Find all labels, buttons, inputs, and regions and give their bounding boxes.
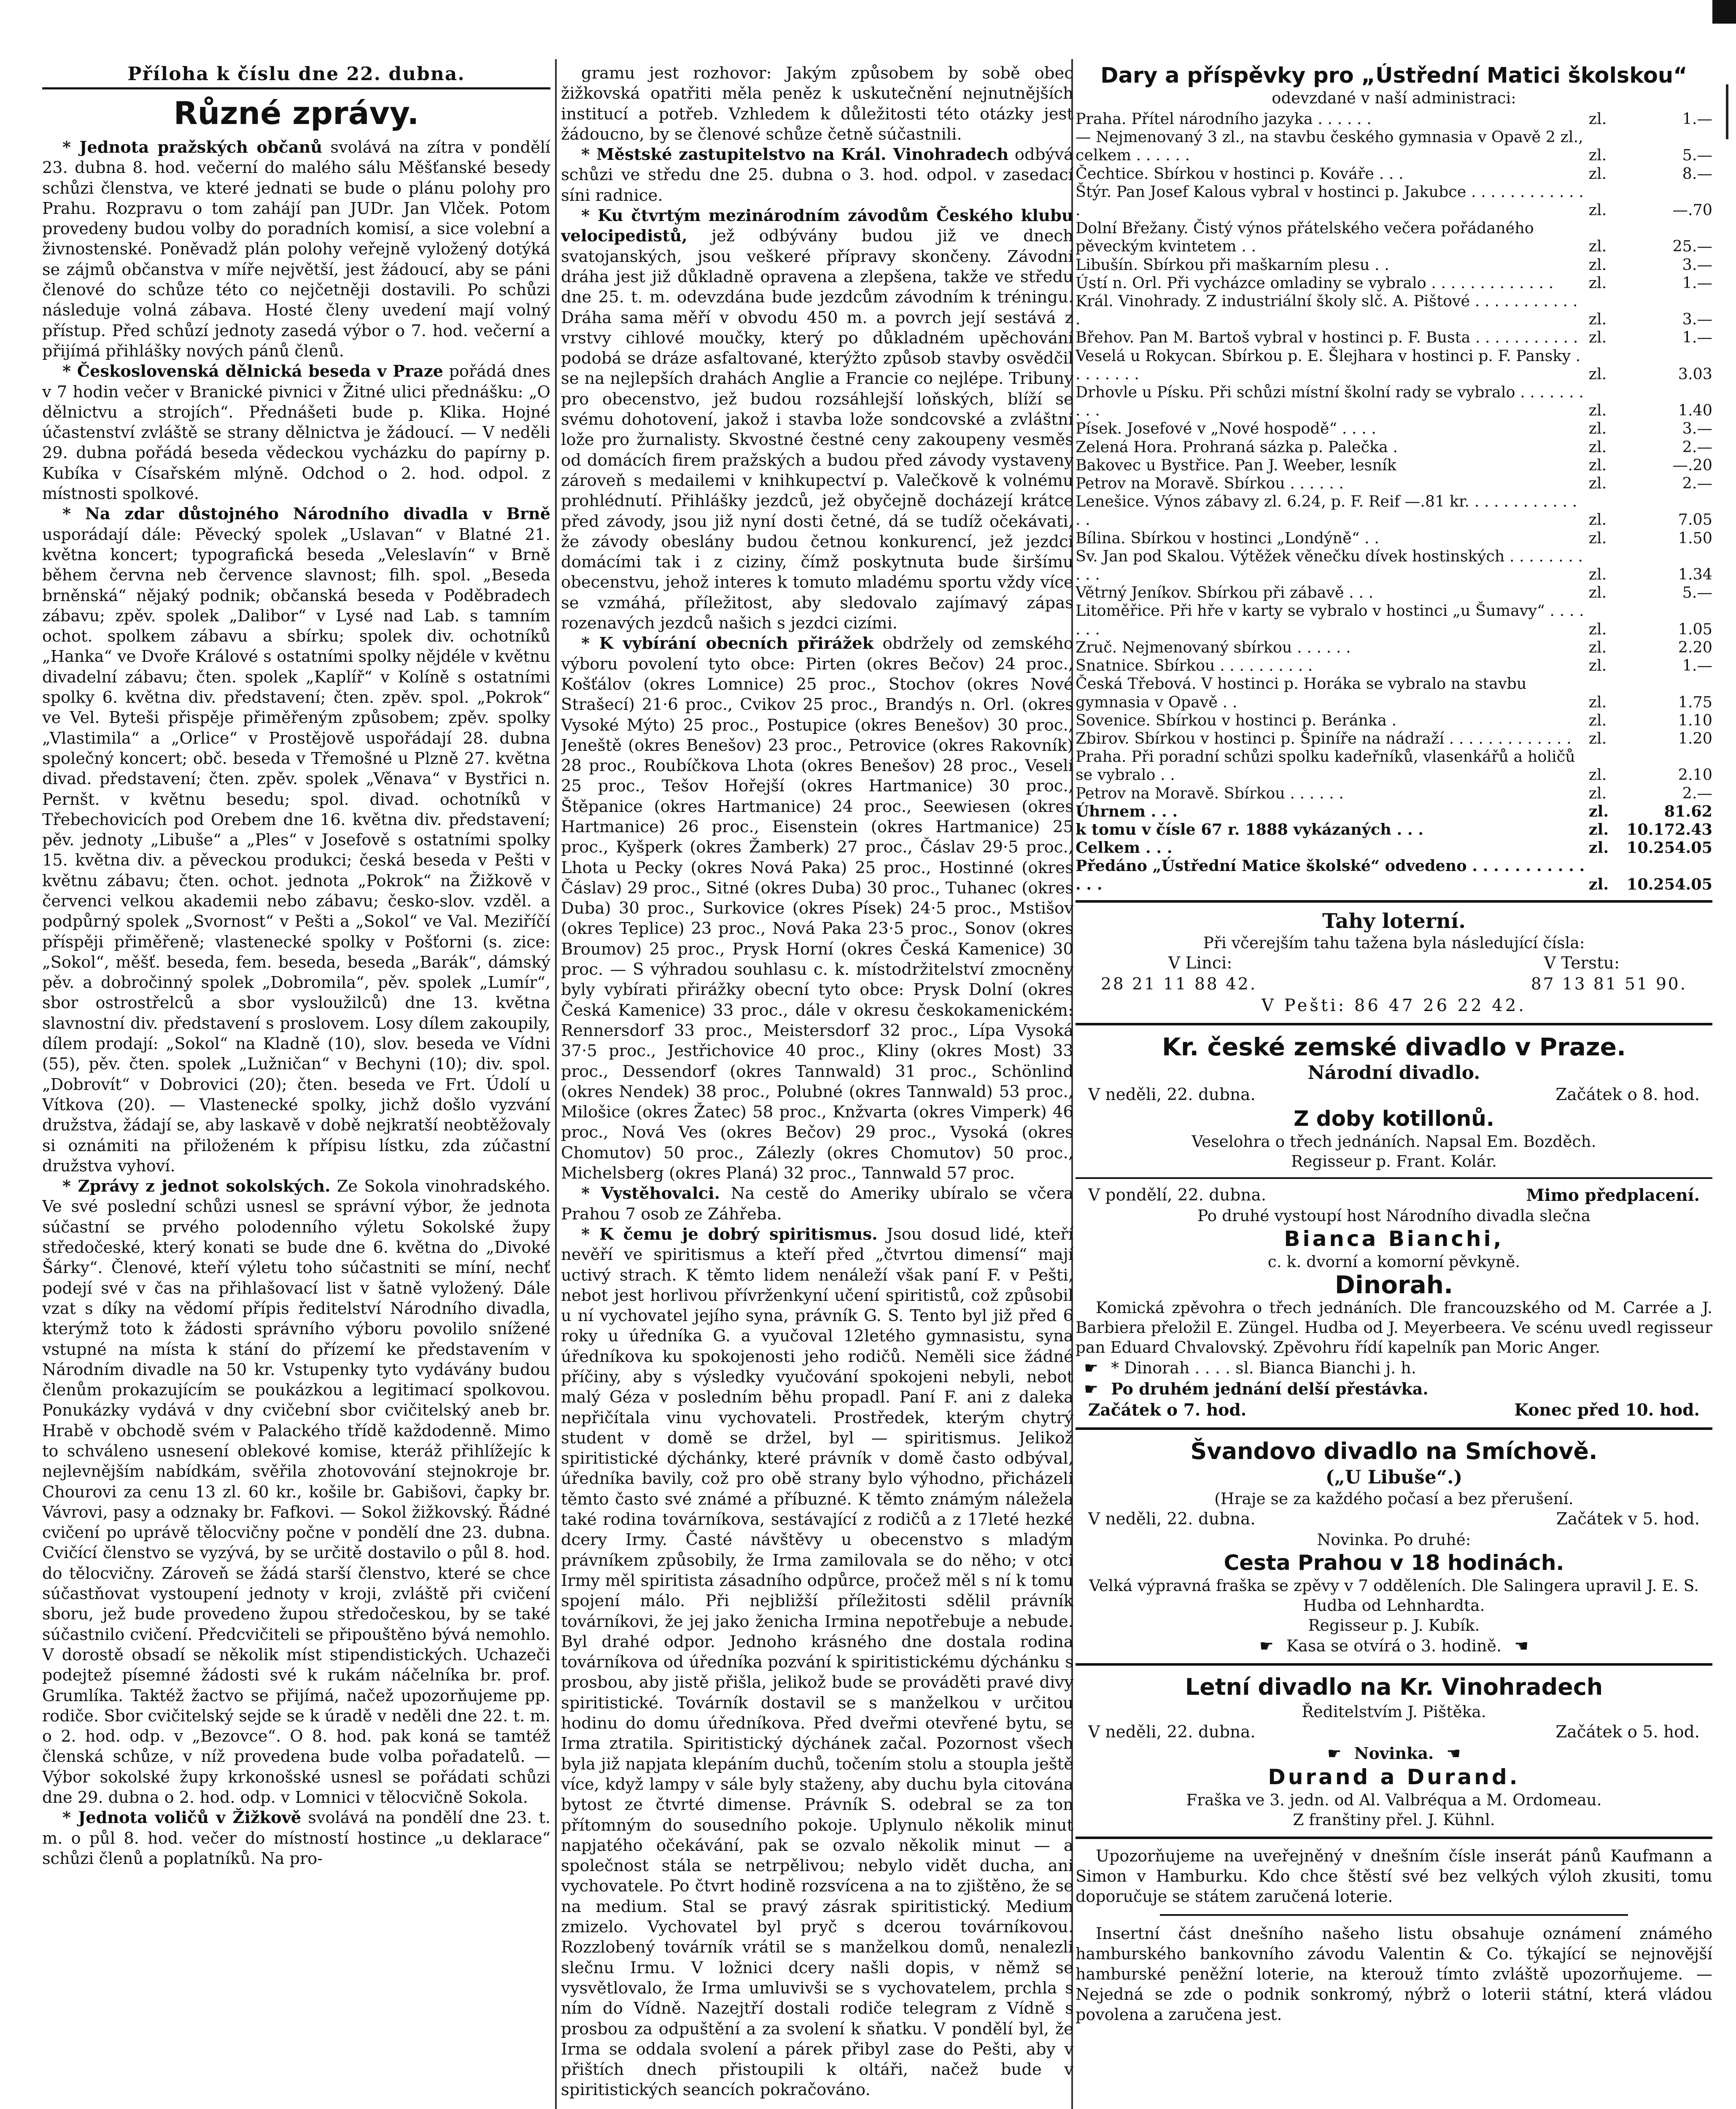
news-paragraph [42, 138, 550, 361]
theater2-title: Švandovo divadlo na Smíchově. [1190, 1437, 1598, 1464]
donation-row [1076, 638, 1712, 656]
donation-text: Bílina. Sbírkou v hostinci „Londýně“ . . [1076, 529, 1379, 547]
news-text: svolává na pondělí dne 23. t. m. o půl 8. hod. večer do místností hostince „u deklarace“ schůzi členů a poplatníků. Na pro- [42, 1809, 550, 1868]
news-text: Na cestě do Ameriky ubíralo se včera Prahou 7 osob ze Záhřeba. [561, 1184, 1073, 1224]
theater1-title: Kr. české zemské divadlo v Praze. [1162, 1032, 1626, 1061]
donation-text: Veselá u Rokycan. Sbírkou p. E. Šlejhara v hostinci p. F. Pansky . . . . . . . . [1076, 346, 1581, 383]
donation-unit: zl. [1588, 164, 1607, 183]
donation-unit: zl. [1588, 802, 1609, 820]
donation-row [1076, 711, 1712, 729]
donation-unit: zl. [1588, 529, 1607, 547]
donation-text: Dolní Břežany. Čistý výnos přátelského večera pořádaného pěveckým kvintetem . . [1076, 219, 1534, 256]
donation-text: Celkem . . . [1076, 839, 1173, 857]
donation-amount: 5.— [1682, 146, 1712, 165]
donation-row [1076, 529, 1712, 547]
donation-row [1076, 128, 1712, 164]
donation-amount: 10.172.43 [1626, 820, 1712, 839]
news-paragraph [42, 1176, 550, 1808]
donation-text: Předáno „Ústřední Matice školské“ odvedeno . . . . . . . . . . . . . . [1076, 857, 1585, 893]
donations-summary-row [1076, 857, 1712, 893]
donation-text: Lenešice. Výnos zábavy zl. 6.24, p. F. Reif —.81 kr. . . . . . . . . . . . . . [1076, 492, 1577, 529]
donations-title: Dary a příspěvky pro „Ústřední Matici školskou“ [1100, 63, 1687, 88]
donation-text: k tomu v čísle 67 r. 1888 vykázaných . . . [1076, 820, 1423, 839]
donation-text: Petrov na Moravě. Sbírkou . . . . . . [1076, 784, 1344, 802]
donation-text: Litoměřice. Při hře v karty se vybralo v hostinci „u Šumavy“ . . . . . . . [1076, 601, 1584, 638]
donation-unit: zl. [1588, 364, 1607, 383]
donation-row [1076, 347, 1712, 383]
news-headline: * Zprávy z jednot sokolských. [62, 1177, 331, 1196]
divider [1076, 1427, 1712, 1430]
donation-unit: zl. [1588, 201, 1607, 219]
lottery-cities [1076, 953, 1712, 974]
donation-row [1076, 674, 1712, 711]
divider [1076, 1177, 1712, 1179]
news-text: obdržely od zemského výboru povolení tyto obce: Pirten (okres Bečov) 24 proc., Košťálov (okres Lomnice) 25 proc., Stochov (okres Nové Strašecí) 21·6 proc., Cvikov 25 proc., Brandýs n. Orl. (okres Vysoké Mýto) 25 proc., Postupice (okres Benešov) 30 proc., Jeneště (okres Benešov) 23 proc., Petrovice (okres Rakovník) 28 proc., Roubíčkova Lhota (okres Benešov) 28 proc., Veselí 25 proc., Tešov Hořejší (okres Hartmanice) 30 proc., Štěpanice (okres Hartmanice) 24 proc., Seewiesen (okres Hartmanice) 26 proc., Eisenstein (okres Hartmanice) 25 proc., Kyšperk (okres Žamberk) 27 proc., Čáslav 29·5 proc., Lhota u Pecky (okres Nová Paka) 25 proc., Hostinné (okres Čáslav) 29 proc., Sitné (okres Duba) 30 proc., Tuhanec (okres Duba) 30 proc., Surkovice (okres Písek) 24·5 proc., Mstišov (okres Teplice) 23 proc., Nová Paka 23·5 proc., Sonov (okres Broumov) 25 proc., Prysk Horní (okres Česká Kamenice) 30 proc. — S výhradou souhlasu c. k. místodržitelství zmocněny byly vybírati přirážky obecní tyto obce: Prysk Dolní (okres Česká Kamenice) 33 proc., dále v okresu českokamenickém: Rennersdorf 33 proc., Meistersdorf 32 proc., Lípa Vysoká 37·5 proc., Jestřichovice 40 proc., Kliny (okres Most) 33 proc., Dessendorf (okres Tannwald) 31 proc., Schönlind (okres Nendek) 38 proc., Polubné (okres Tannwald) 53 proc., Milošice (okres Žatec) 58 proc., Knžvarta (okres Vimperk) 46 proc., Nová Ves (okres Bečov) 29 proc., Vysoká (okres Chomutov) 50 proc., Zálezly (okres Chomutov) 50 proc., Michelsberg (okres Planá) 32 proc., Tannwald 57 proc. [561, 634, 1073, 1183]
donation-unit: zl. [1588, 310, 1607, 329]
news-paragraph [561, 634, 1073, 1184]
donations-summary-row [1076, 802, 1712, 820]
donation-row [1076, 656, 1712, 674]
news-headline: * K čemu je dobrý spiritismus. [581, 1224, 878, 1244]
theater3-novelty: Novinka. [1354, 1743, 1434, 1763]
donation-amount: 3.03 [1678, 364, 1712, 383]
donation-row [1076, 747, 1712, 784]
donation-unit: zl. [1588, 273, 1607, 292]
news-text: svolává na zítra v pondělí 23. dubna 8. hod. večerní do malého sálu Měšťanské besedy schůzi členstva, ve které jednati se bude o plánu polohy pro Prahu. Rozpravu o tom zahájí pan JUDr. Jan Vlček. Potom provedeny budou volby do poradních komisí, a sice volební a živnostenské. Poněvadž plán polohy veřejně vyložený dotýká se zájmů občanstva v míře největší, jest žádoucí, aby se páni členové do schůze této co nejčetněji dostavili. Po schůzi následuje volná zábava. Hosté členy uvedení mají volný přístup. Před schůzí jednoty zasedá výbor o 7. hod. večerní a přijímá přihlášky nových pánů členů. [42, 138, 550, 361]
donation-amount: 1.— [1682, 273, 1712, 292]
theater2-subtitle: („U Libuše“.) [1325, 1466, 1463, 1488]
theater1-row3 [1076, 1400, 1712, 1421]
theater3-novelty-row [1076, 1743, 1712, 1764]
divider [1076, 1023, 1712, 1025]
donation-row [1076, 456, 1712, 474]
theater2-director: Regisseur p. J. Kubík. [1308, 1615, 1480, 1634]
news-headline: * Ku čtvrtým mezinárodním závodům Českého klubu velocipedistů, [561, 206, 1073, 246]
donation-text: Praha. Při poradní schůzi spolku kadeřníků, vlasenkářů a holičů se vybralo . . [1076, 747, 1575, 784]
donation-amount: 2.10 [1678, 766, 1712, 784]
donation-amount: 3.— [1682, 310, 1712, 329]
donation-text: Čechtice. Sbírkou v hostinci p. Kováře . . . [1076, 164, 1404, 183]
donation-text: Bakovec u Bystřice. Pan J. Weeber, lesník [1076, 456, 1396, 474]
donation-amount: 1.10 [1678, 711, 1712, 729]
donation-unit: zl. [1588, 729, 1607, 747]
theater3-date: V neděli, 22. dubna. [1088, 1722, 1256, 1742]
donation-amount: 25.— [1672, 237, 1712, 256]
theater1-cast-line: * Dinorah . . . . sl. Bianca Bianchi j. h. [1111, 1358, 1416, 1377]
news-text: Jsou dosud lidé, kteří nevěří ve spiritismus a kteří před „čtvrtou dimensí“ mají uctivý strach. K těmto lidem nenáleží však paní F. v Pešti, nebot jest horlivou přívrženkyní učení spiritistů, což způsobil u ní vychovatel jejího syna, právník G. S. Tento byl již před 6 roky u úředníka G. a vyučoval 12letého gymnasistu, syna úředníkova ku spokojenosti jeho rodičů. Neměli sice žádné příčiny, aby s výsledky vyučování spokojeni nebyli, nebot malý Géza v posledním běhu propadl. Paní F. ani z daleka nepřičítala vinu vychovateli. Prostředek, kterým chytrý student v domě se držel, byl — spiritismus. Jelikož spiritistické dýchánky, které právník v domě často odbýval, úředníka bavily, což pro obě strany bylo výhodno, přicházeli těmto často své známé a příbuzné. K těmto známým náležela také rodina továrníkova, sestávající z rodičů a z 17leté hezké dcery Irmy. Časté návštěvy u obecenstvo s mladým právníkem způsobily, že Irma zamilovala se do něho; v otci Irmy měl spiritista zásadního odpůrce, pročež měl s ní k tomu spojení málo. Při nejbližší příležitosti sdělil právník továrníkovi, že jej jako ženicha Irmina nepotřebuje a nebude. Byl drahé odpor. Jednoho krásného dne dostala rodina továrníkova od úředníka pozvání k spiritistickému dýchánku s prosbou, aby jistě přišla, jelikož bude se prováděti pravé divy spiritistické. Továrník dostavil se s manželkou v určitou hodinu do domu úředníkova. Před dveřmi otevřené bytu, se Irma ztratila. Spiritistický dýchánek začal. Pozornost všech byla již napjata klepáním duchů, točením stolu a stoupla ještě více, když lampy v sále byly staženy, aby duchu byla citována bytost ze čtvrté dimense. Právník S. odebral se za ton přítomným do sousedního pokoje. Uplynulo několik minut napjatého očekávání, pak se ozvalo několik minut — a společnost stála se netrpělivou; nebylo vidět ducha, ani vychovatele. Po čtvrt hodině rozsvícena a na to zjištěno, že se na medium. Stal se pravý zásrak spiritistický. Medium zmizelo. Vychovatel byl pryč s dcerou továrníkovou. Rozzlobený továrník vrátil se s manželkou domů, nenalezli slečnu Irmu. V ložnici dcery našli dopis, v němž se vysvětlovalo, že Irma umluvivši se s vychovatelem, prchla s ním do Vídně. Nazejtří dostali rodiče telegram z Vídně s prosbou za odpuštění a za svolení k sňatku. V pondělí byl, že Irma se oddala svolení a párek přibyl zase do Pešti, aby v přištích dnech přistoupili k oltáři, načež bude v spiritistických seancích pokračováno. [561, 1224, 1073, 2100]
donation-row [1076, 256, 1712, 274]
donation-text: Snatnice. Sbírkou . . . . . . . . . . [1076, 656, 1313, 675]
donation-text: Petrov na Moravě. Sbírkou . . . . . . [1076, 474, 1344, 493]
news-text: gramu jest rozhovor: Jakým způsobem by sobě obec žižkovská opatřiti měla peněz k uskutečnění nejnutnějších institucí a potřeb. Vzhledem k důležitosti této otázky jest žádoucno, by se členové schůze četně súčastnili. [561, 64, 1073, 144]
news-headline: * Československá dělnická beseda v Praze [62, 362, 443, 381]
donation-unit: zl. [1588, 510, 1607, 529]
donations-table [1076, 110, 1712, 893]
news-headline: * Vystěhovalci. [581, 1184, 720, 1203]
donation-row [1076, 419, 1712, 437]
donation-amount: 1.75 [1678, 693, 1712, 711]
news-text: Ze Sokola vinohradského. Ve své poslední schůzi usnesl se správní výbor, že jednota súčastní se prvého polodenního výletu Sokolské župy středočeské, který konati se bude dne 6. května do „Divoké Šárky“. Členové, kteří výletu toho súčastniti se míní, nechť podejí své v čas na přihlašovací list v šatně vyložený. Dále vzat s díky na vědomí přípis ředitelství Národního divadla, kterýmž toto k žádosti správního výboru povolilo snížené vstupné na místa k stání do přízemí ke představením v Národním divadle na 50 kr. Vstupenky tyto vydávány budou členům prokazujícím se poukázkou a legitimací spolkovou. Ponukázky vydává v dny cvičební sbor cvičitelský aneb br. Hrabě v obchodě svém v Palackého třídě každodenně. Mimo to schváleno usnesení oblekové komise, kteráž přihlížejíc k nejlevnějším nabídkám, svěřila zhotovování stejnokroje br. Chourovi za cenu 13 zl. 60 kr., košile br. Gabišovi, čapky br. Vávrovi, pasy a odznaky br. Fafkovi. — Sokol žižkovský. Řádné cvičení po uprávě tělocvičny počne v pondělí dne 23. dubna. Cvičící členstvo se vyzývá, by se určitě dostavilo o půl 8. hod. do tělocvičny. Zároveň se žádá starší členstvo, které se chce súčastňovat vystoupení jednoty v kroji, zvláště při cvičení sboru, jež bude provedeno župou středočeskou, by se také súčastnilo cvičení. Předcvičiteli se připouštěno bývá nemohlo. V dorostě obsadí se několik míst stipendistických. Uchazeči podejtež písemné žádosti své k rukám náčelníka br. prof. Grumlíka. Taktéž žactvo se přijímá, načež upozorňujeme pp. rodiče. Sbor cvičitelský sejde se k úradě v neděli dne 22. t. m. o 2. hod. odp. v „Bezovce“. O 8. hod. pak koná se tamtéž členská schůze, v níž provedena bude volba pořadatelů. — Výbor sokolské župy krkonošské usnesl se pořádati schůzi dne 29. dubna o 2. hod. odp. v Lomnici v tělocvičně Sokola. [42, 1177, 550, 1807]
donation-row [1076, 183, 1712, 219]
donation-text: Ústí n. Orl. Při vycházce omladiny se vybralo . . . . . . . . . . . . . [1076, 273, 1554, 292]
donation-amount: 81.62 [1664, 802, 1712, 820]
donation-row [1076, 219, 1712, 255]
donation-amount: 10.254.05 [1626, 875, 1712, 893]
section-title: Různé zprávy. [173, 95, 419, 132]
donation-amount: 7.05 [1678, 510, 1712, 529]
news-text: pořádá dnes v 7 hodin večer v Branické pivnici v Žitné ulici přednášku: „O dělnictvu a strojích“. Přednášeti bude p. Klika. Hojné účastenství zvláště se strany dělnictva je žádoucí. — V neděli 29. dubna pořádá beseda vědeckou vycházku do papírny p. Kubíka v Císařském mlýně. Odchod o 2. hod. odpol. z místnosti spolkové. [42, 362, 550, 504]
news-paragraph [561, 1224, 1073, 2101]
donation-text: Česká Třebová. V hostinci p. Horáka se vybralo na stavbu gymnasia v Opavě . . [1076, 674, 1527, 711]
news-text: usporádají dále: Pěvecký spolek „Uslavan“ v Blatné 21. května koncert; typografická beseda „Veleslavín“ v Brně během června neb července slavnost; filh. spol. „Beseda brněnská“ nějaký podnik; občanská beseda v Poděbradech zábavu; zpěv. spolek „Dalibor“ v Lysé nad Lab. s tamním ochot. spolkem zábavu a sbírku; spolek div. ochotníků „Hanka“ ve Dvoře Králové s ostatními spolky nějdéle v květnu divadelní zábavu; čten. spolek „Kaplíř“ v Kolíně s ostatními spolky 6. května div. představení; čten. zpěv. spol. „Pokrok“ ve Vel. Byteši přispěje přiměřeným způsobem; zpěv. spolky „Vlastimila“ a „Orlice“ v Prostějově uspořádají 28. dubna společný koncert; obč. beseda v Třemošné u Plzně 27. května divad. představení; čten. zpěv. spolek „Věnava“ v Bystřici n. Pernšt. v květnu besedu; spol. divad. ochotníků v Třebechovicích pod Orebem dne 16. května div. představení; pěv. jednoty „Libuše“ a „Ples“ v Josefově s ostatními spolky 15. května div. a pěveckou produkci; česká beseda v Pešti v květnu zábavu; čten. ochot. jednota „Pokrok“ na Žižkově v červenci velkou akademii nebo zábavu; česko-slov. vzděl. a podpůrný spolek „Svornost“ v Pešti a „Sokol“ ve Val. Meziříčí příspěji přiměřeně; vlastenecké spolky v Pošťorni (s. zice: „Sokol“, měšť. beseda, fem. beseda, beseda „Barák“, dámský pěv. a dobročinný spolek „Dobromila“, pěv. spolek „Lumír“, sbor ostrostřelců a sbor vysloužilců) dne 13. května slavnostní div. představení s proslovem. Losy dílem zakoupily, dílem prodají: „Sokol“ na Kladně (10), slov. beseda ve Vídni (55), pěv. čten. spolek „Lužničan“ v Bechyni (10); div. spol. „Dobrovít“ v Dobrovici (20); čten. beseda ve Frt. Údolí u Vítkova (20). — Vlastenecké spolky, jichž došlo vyzvání družstva, žádají se, aby laskavě v době nejkratší neobtěžovaly si oznámiti na přiloženém k přípisu lístku, zda zúčastní družstva vyhoví. [42, 525, 550, 1176]
theater3-director: Ředitelstvím J. Pištěka. [1302, 1702, 1486, 1721]
donation-amount: 3.— [1682, 255, 1712, 274]
donation-unit: zl. [1588, 328, 1607, 347]
donation-unit: zl. [1588, 638, 1607, 656]
news-paragraph [561, 145, 1073, 206]
donation-row [1076, 547, 1712, 583]
donation-unit: zl. [1588, 565, 1607, 584]
theater1-play1-director: Regisseur p. Frant. Kolár. [1291, 1152, 1497, 1170]
donation-text: Drhovle u Písku. Při schůzi místní školní rady se vybralo . . . . . . . . . . [1076, 383, 1584, 420]
donation-unit: zl. [1588, 875, 1609, 893]
theater1-play1: Z doby kotillonů. [1294, 1106, 1494, 1131]
column-3 [1076, 63, 1712, 2109]
donation-row [1076, 729, 1712, 747]
theater1-play1-desc: Veselohra o třech jednáních. Napsal Em. Bozděch. [1191, 1132, 1596, 1151]
donation-unit: zl. [1588, 456, 1607, 474]
theater1-row2 [1076, 1185, 1712, 1206]
pointing-hand-icon: ☛ [1084, 1379, 1099, 1398]
donation-row [1076, 784, 1712, 802]
donation-text: Sv. Jan pod Skalou. Výtěžek věnečku dívek hostinských . . . . . . . . . . . [1076, 547, 1583, 584]
donation-amount: 1.— [1682, 110, 1712, 128]
theater3-desc: Fraška ve 3. jedn. od Al. Valbréqua a M. Ordomeau. [1186, 1790, 1602, 1809]
news-paragraph [561, 1184, 1073, 1224]
theater2-box-line: Kasa se otvírá o 3. hodině. [1286, 1636, 1502, 1655]
donation-amount: —.70 [1672, 201, 1712, 219]
donation-text: — Nejmenovaný 3 zl., na stavbu českého gymnasia v Opavě 2 zl., celkem . . . . . . [1076, 128, 1583, 165]
pointing-hand-icon: ☚ [1514, 1636, 1529, 1655]
donation-amount: 2.— [1682, 474, 1712, 493]
donation-unit: zl. [1588, 237, 1607, 256]
theater1-subtitle: Národní divadlo. [1307, 1062, 1480, 1084]
theater2-start: Začátek v 5. hod. [1556, 1509, 1700, 1529]
theater1-date1: V neděli, 22. dubna. [1088, 1085, 1256, 1104]
donation-amount: 1.— [1682, 328, 1712, 347]
donation-row [1076, 292, 1712, 328]
lottery-trieste-numbers: 87 13 81 51 90. [1531, 974, 1687, 994]
theater3-start: Začátek o 5. hod. [1555, 1722, 1700, 1742]
donations-summary-row [1076, 820, 1712, 839]
theater2-novelty: Novinka. Po druhé: [1317, 1530, 1471, 1549]
donation-text: Břehov. Pan M. Bartoš vybral v hostinci p. F. Busta . . . . . . . . . . . [1076, 328, 1578, 347]
donation-row [1076, 383, 1712, 419]
lottery-city-linz: V Linci: [1168, 953, 1232, 973]
donation-text: Štýr. Pan Josef Kalous vybral v hostinci p. Jakubce . . . . . . . . . . . . . [1076, 182, 1584, 219]
donation-row [1076, 474, 1712, 492]
news-text: jež odbývány budou již ve dnech svatojanských, jsou veškeré přípravy skončeny. Závodní dráha jest již důkladně opravena a zlepšena, takže ve středu dne 25. t. m. odevzdána bude jezdcům závodním k tréningu. Dráha sama měří v obvodu 450 m. a povrch její sestává z vrstvy cihlové moučky, který po důkladném upěchování podobá se dráze asfaltované, kterýžto způsob stavby osvědčil se na nejlepších drahách Anglie a Francie co nejlépe. Tribuny pro obecenstvo, jež budou rozsáhlejší loňských, blíží se svému dohotovení, jakož i stavba lože sondcovské a zvláštní lože pro žurnalisty. Skvostné čestné ceny zakoupeny vesměs od domácích firem pražských a budou před závody vystaveny zároveň s medailemi v knihkupectví p. Valečkově k volnému prohlédnutí. Přihlášky jezdců, jež obyčejně docházejí krátce před závody, jsou již nyní dosti četné, dá se tudíž očekávati, že závody obeslány budou četnou konkurencí, jež jezdci domácími tak i z ciziny, čímž poskytnuta bude širšímu obecenstvu, jehož interes k tomuto mladému sportu vždy více se vzmáhá, příležitost, aby sledovalo zajímavý zápas rozenavých jezdců našich s jezdci cizími. [561, 227, 1073, 633]
donation-unit: zl. [1588, 620, 1607, 638]
donation-amount: 1.05 [1678, 620, 1712, 638]
lottery-pest-label: V Pešti: [1261, 995, 1347, 1015]
column-rule-1 [555, 59, 557, 2109]
news-paragraph [42, 504, 550, 1176]
notice-lottery-kaufmann: Upozorňujeme na uveřejněný v dnešním čísle inserát pánů Kaufmann a Simon v Hamburku. Kdo chce štěstí své bez velkých výloh zkusiti, tomu doporučuje se státem zaručená loterie. [1076, 1846, 1712, 1906]
donation-amount: 2.— [1682, 784, 1712, 802]
theater1-guest-name: Bianca Bianchi, [1284, 1226, 1504, 1251]
donation-amount: 1.— [1682, 656, 1712, 675]
donation-unit: zl. [1588, 839, 1609, 857]
lottery-linz-numbers: 28 21 11 88 42. [1101, 974, 1257, 994]
lottery-city-trieste: V Terstu: [1544, 953, 1620, 973]
divider [1076, 1837, 1712, 1839]
news-headline: * Jednota voličů v Žižkově [62, 1808, 302, 1828]
donation-amount: 10.254.05 [1626, 839, 1712, 857]
theater1-start2: Začátek o 7. hod. [1088, 1400, 1247, 1420]
theater1-pause [1076, 1378, 1712, 1400]
donation-unit: zl. [1588, 656, 1607, 675]
pointing-hand-icon: ☛ [1084, 1358, 1099, 1377]
corner-mark [1712, 0, 1736, 24]
supplement-header: Příloha k číslu dne 22. dubna. [42, 63, 550, 89]
column-1 [42, 63, 550, 2109]
donation-text: Libušín. Sbírkou při maškarním plesu . . [1076, 255, 1389, 274]
divider [1076, 900, 1712, 903]
theater1-guest-line: Po druhé vystoupí host Národního divadla slečna [1197, 1206, 1591, 1225]
donation-unit: zl. [1588, 711, 1607, 729]
donation-amount: 3.— [1682, 419, 1712, 438]
donation-text: Písek. Josefové v „Nové hospodě“ . . . . [1076, 419, 1376, 438]
donation-text: Zruč. Nejmenovaný sbírkou . . . . . . [1076, 638, 1351, 656]
donation-unit: zl. [1588, 766, 1607, 784]
donation-amount: 5.— [1682, 583, 1712, 602]
news-headline: * Městské zastupitelstvo na Král. Vinohradech [581, 145, 1009, 165]
lottery-pest [1076, 995, 1712, 1016]
column-1-body [42, 138, 550, 1869]
news-headline: * Na zdar důstojného Národního divadla v Brně [62, 504, 550, 524]
donation-amount: 1.50 [1678, 529, 1712, 547]
theater1-guest-role: c. k. dvorní a komorní pěvkyně. [1267, 1252, 1520, 1271]
donation-unit: zl. [1588, 693, 1607, 711]
donation-amount: 1.20 [1678, 729, 1712, 747]
theater2-note: (Hraje se za každého počasí a bez přerušení. [1214, 1489, 1574, 1508]
donations-summary-row [1076, 839, 1712, 857]
donation-text: Sovenice. Sbírkou v hostinci p. Beránka . [1076, 711, 1397, 729]
news-headline: * K vybírání obecních přirážek [581, 634, 874, 653]
donation-amount: 8.— [1682, 164, 1712, 183]
donation-row [1076, 110, 1712, 128]
divider [1076, 1663, 1712, 1666]
donation-unit: zl. [1588, 146, 1607, 165]
theater2-date: V neděli, 22. dubna. [1088, 1509, 1256, 1529]
donation-unit: zl. [1588, 820, 1609, 839]
donation-row [1076, 438, 1712, 456]
pointing-hand-icon: ☛ [1327, 1744, 1342, 1763]
donation-text: Větrný Jeníkov. Sbírkou při zábavě . . . [1076, 583, 1374, 602]
donation-amount: —.20 [1672, 456, 1712, 474]
news-paragraph [42, 361, 550, 504]
theater1-play2: Dinorah. [1334, 1270, 1453, 1299]
donation-unit: zl. [1588, 255, 1607, 274]
news-headline: * Jednota pražských občanů [62, 138, 323, 157]
donation-row [1076, 165, 1712, 183]
divider [1160, 1914, 1628, 1916]
lottery-numbers [1076, 974, 1712, 995]
donation-unit: zl. [1588, 419, 1607, 438]
donation-unit: zl. [1588, 474, 1607, 493]
donation-text: Zbirov. Sbírkou v hostinci p. Špiníře na nádraží . . . . . . . . . . . . . [1076, 729, 1572, 747]
theater3-play: Durand a Durand. [1268, 1764, 1520, 1789]
theater3-title: Letní divadlo na Kr. Vinohradech [1185, 1673, 1603, 1700]
donation-amount: 1.34 [1678, 565, 1712, 584]
column-2 [561, 63, 1073, 2109]
donation-unit: zl. [1588, 401, 1607, 420]
donation-row [1076, 583, 1712, 601]
donation-row [1076, 492, 1712, 529]
theater2-row [1076, 1509, 1712, 1530]
pointing-hand-icon: ☚ [1446, 1744, 1461, 1763]
news-text: odbývá schůzi ve středu dne 25. dubna o 3. hod. odpol. v zasedací síni radnice. [561, 145, 1073, 205]
donation-unit: zl. [1588, 110, 1607, 128]
theater1-cast [1076, 1357, 1712, 1378]
donation-row [1076, 328, 1712, 346]
donation-text: Zelená Hora. Prohraná sázka p. Palečka . [1076, 437, 1398, 456]
donation-amount: 1.40 [1678, 401, 1712, 420]
donation-text: Úhrnem . . . [1076, 802, 1178, 820]
donation-row [1076, 601, 1712, 638]
donation-text: Praha. Přítel národního jazyka . . . . . . [1076, 110, 1372, 128]
donation-amount: 2.— [1682, 437, 1712, 456]
theater1-row1 [1076, 1084, 1712, 1106]
news-paragraph [561, 63, 1073, 145]
theater3-translation: Z franštiny přel. J. Kühnl. [1293, 1810, 1495, 1829]
theater1-pause-line: Po druhém jednání delší přestávka. [1111, 1379, 1429, 1398]
theater2-desc: Velká výpravná fraška se zpěvy v 7 odděleních. Dle Salingera upravil J. E. S. Hudba od Lehnhardta. [1089, 1576, 1699, 1615]
donation-unit: zl. [1588, 784, 1607, 802]
donation-text: Král. Vinohrady. Z industriální školy slč. A. Pištové . . . . . . . . . . . . [1076, 292, 1578, 329]
theater1-date2: V pondělí, 22. dubna. [1088, 1185, 1267, 1205]
notice-lottery-valentin: Insertní část dnešního našeho listu obsahuje oznámení známého hamburského bankovního závodu Valentin & Co. týkající se nejnovější hamburské peněžní loterie, na kterouž tímto zvláště upozorňujeme. — Nejedná se zde o podnik sonkromý, nýbrž o loterii státní, která vládou povolena a zaručena jest. [1076, 1924, 1712, 2024]
column-2-body [561, 63, 1073, 2101]
news-paragraph [561, 206, 1073, 634]
donation-unit: zl. [1588, 437, 1607, 456]
theater1-end2: Konec před 10. hod. [1514, 1400, 1700, 1420]
donation-unit: zl. [1588, 583, 1607, 602]
theater1-note2: Mimo předplacení. [1526, 1185, 1700, 1205]
news-paragraph [42, 1808, 550, 1869]
donations-subtitle: odevzdané v naší administraci: [1272, 89, 1516, 107]
lottery-title: Tahy loterní. [1322, 909, 1466, 933]
lottery-intro: Při včerejším tahu tažena byla následující čísla: [1203, 933, 1585, 952]
theater1-start1: Začátek o 8. hod. [1555, 1085, 1700, 1104]
lottery-pest-numbers: 86 47 26 22 42. [1354, 995, 1527, 1015]
edge-tick [1726, 84, 1728, 139]
donation-amount: 2.20 [1678, 638, 1712, 656]
pointing-hand-icon: ☛ [1259, 1636, 1274, 1655]
theater2-box [1076, 1635, 1712, 1656]
theater1-play2-desc: Komická zpěvohra o třech jednáních. Dle francouzského od M. Carrée a J. Barbiera přeložil E. Züngel. Hudba od J. Meyerbeera. Ve scénu uvedl regisseur pan Eduard Chvalovský. Zpěvohru řídí kapelník pan Moric Anger. [1076, 1298, 1712, 1357]
theater3-row [1076, 1722, 1712, 1743]
theater2-play: Cesta Prahou v 18 hodinách. [1224, 1550, 1564, 1575]
donation-row [1076, 274, 1712, 292]
